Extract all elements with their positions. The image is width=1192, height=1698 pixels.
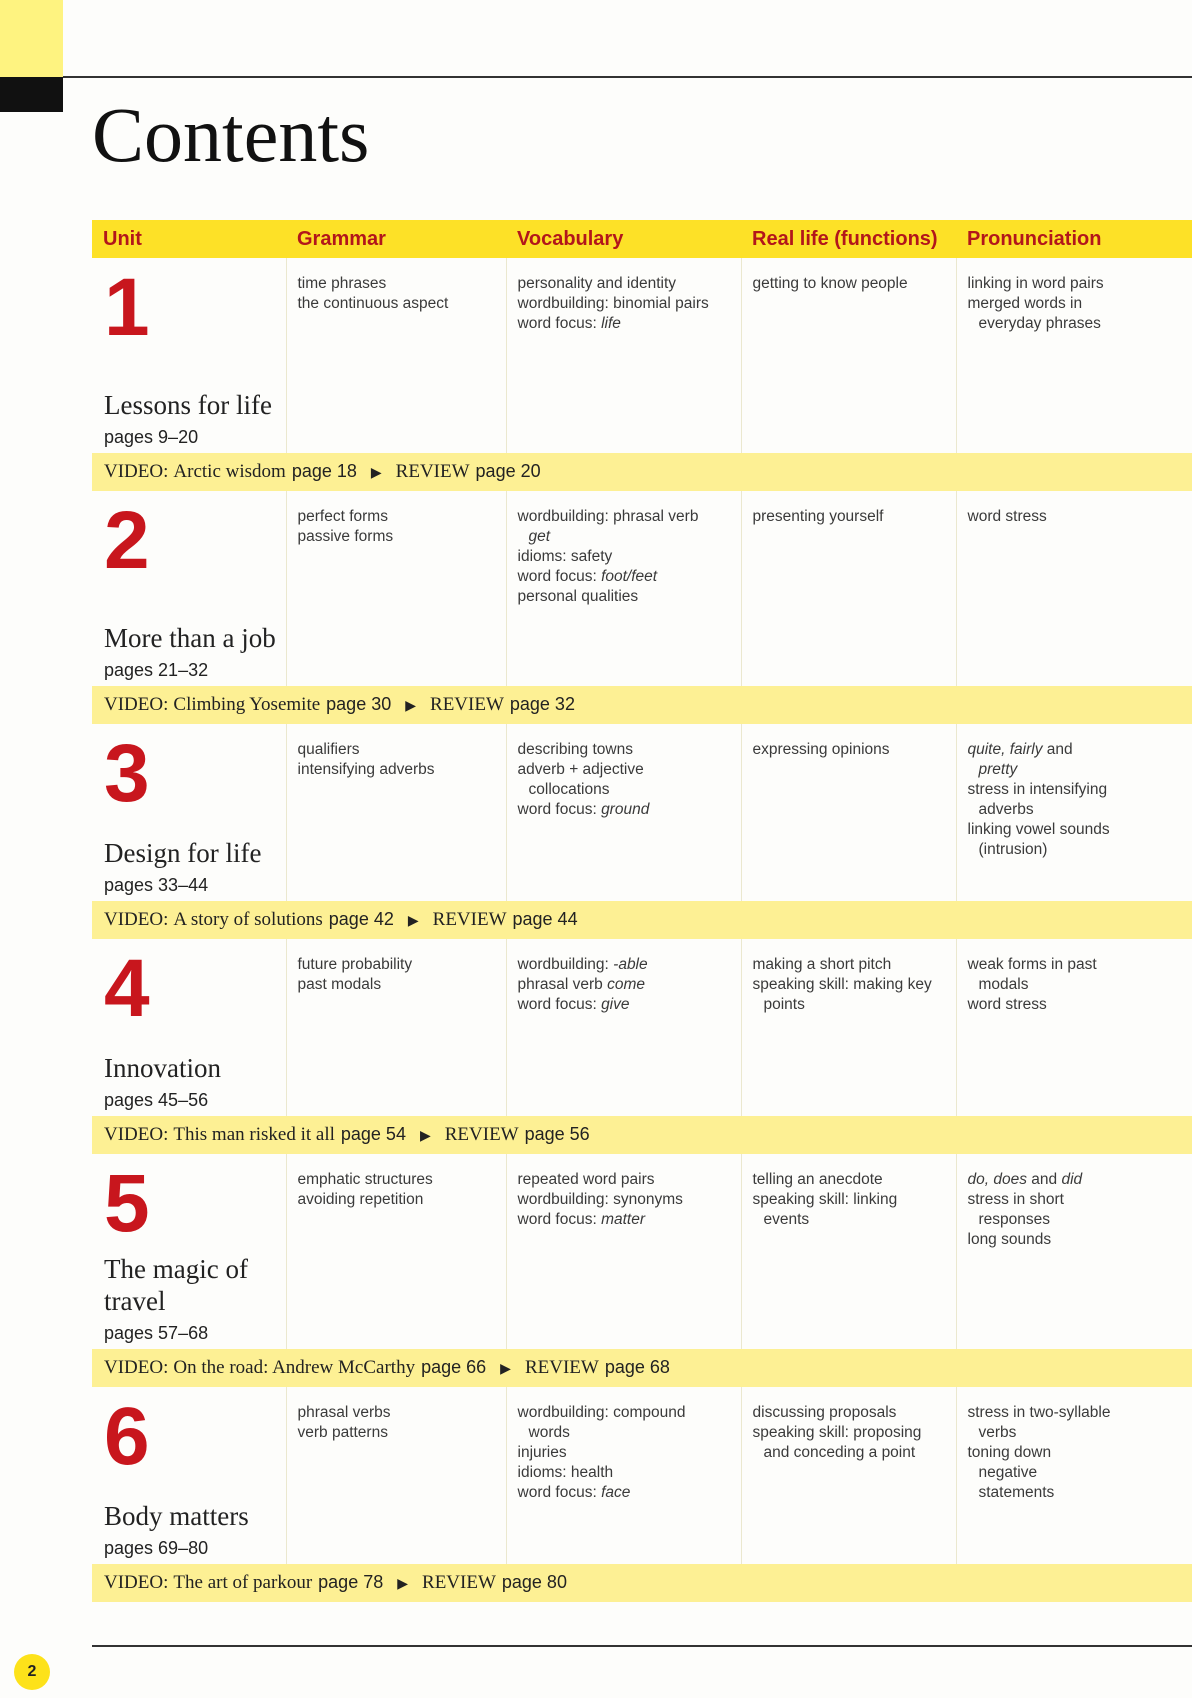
- video-row: [92, 453, 1192, 491]
- vocabulary-item: get: [528, 528, 551, 545]
- video-page: page 30: [326, 694, 392, 714]
- grammar-cell: [286, 258, 506, 453]
- video-cell: [92, 1564, 1192, 1602]
- pronunciation-item: weak forms in past: [967, 956, 1097, 973]
- grammar-item: emphatic structures: [297, 1171, 433, 1188]
- unit-pages: pages 57–68: [104, 1323, 209, 1343]
- unit-bottom: [104, 1253, 280, 1345]
- review-label: REVIEW: [432, 909, 507, 930]
- unit-pages: pages 45–56: [104, 1090, 209, 1110]
- pronunciation-item: do, does and did: [967, 1171, 1083, 1188]
- vocabulary-item: wordbuilding: synonyms: [517, 1191, 683, 1208]
- real-life-cell: [741, 939, 956, 1116]
- video-title[interactable]: Climbing Yosemite: [173, 694, 321, 715]
- pronunciation-cell: [956, 491, 1192, 686]
- unit-row: [92, 1387, 1192, 1564]
- real-life-cell: [741, 258, 956, 453]
- pronunciation-item: adverbs: [978, 801, 1034, 818]
- unit-bottom: [104, 622, 280, 682]
- vocabulary-cell: [506, 491, 741, 686]
- vocabulary-item: describing towns: [517, 741, 633, 758]
- pronunciation-item: everyday phrases: [978, 315, 1101, 332]
- pronunciation-item: responses: [978, 1211, 1051, 1228]
- pronunciation-item: word stress: [967, 508, 1047, 525]
- play-arrow-icon: ▶: [407, 912, 419, 928]
- grammar-item: phrasal verbs: [297, 1404, 391, 1421]
- unit-number: 4: [104, 943, 150, 1034]
- unit-pages: pages 9–20: [104, 427, 199, 447]
- pronunciation-item: negative: [978, 1464, 1038, 1481]
- grammar-cell: [286, 491, 506, 686]
- vocabulary-item: words: [528, 1424, 570, 1441]
- grammar-cell: [286, 724, 506, 901]
- vocabulary-item: word focus: foot/feet: [517, 568, 658, 585]
- video-cell: [92, 686, 1192, 724]
- unit-bottom: [104, 389, 280, 449]
- unit-cell: [92, 724, 286, 901]
- play-arrow-icon: ▶: [370, 464, 382, 480]
- unit-pages: pages 33–44: [104, 875, 209, 895]
- bottom-rule: [92, 1645, 1192, 1647]
- pronunciation-item: statements: [978, 1484, 1055, 1501]
- unit-row: [92, 1154, 1192, 1349]
- corner-yellow-block: [0, 0, 63, 77]
- review-label: REVIEW: [395, 461, 470, 482]
- unit-row: [92, 939, 1192, 1116]
- header-unit: Unit: [92, 220, 286, 258]
- vocabulary-item: personal qualities: [517, 588, 639, 605]
- vocabulary-cell: [506, 1387, 741, 1564]
- play-arrow-icon: ▶: [405, 697, 417, 713]
- vocabulary-cell: [506, 724, 741, 901]
- video-label: VIDEO:: [104, 1124, 169, 1145]
- grammar-item: perfect forms: [297, 508, 388, 525]
- vocabulary-item: wordbuilding: binomial pairs: [517, 295, 709, 312]
- real-life-item: speaking skill: making key: [752, 976, 932, 993]
- unit-number: 1: [104, 262, 150, 353]
- real-life-item: making a short pitch: [752, 956, 892, 973]
- video-cell: [92, 453, 1192, 491]
- header-vocabulary: Vocabulary: [506, 220, 741, 258]
- table-header-row: [92, 220, 1192, 258]
- unit-row: [92, 491, 1192, 686]
- vocabulary-cell: [506, 258, 741, 453]
- pronunciation-item: (intrusion): [978, 841, 1048, 858]
- video-row: [92, 1564, 1192, 1602]
- real-life-item: expressing opinions: [752, 741, 890, 758]
- vocabulary-item: adverb + adjective: [517, 761, 644, 778]
- video-row: [92, 1116, 1192, 1154]
- video-label: VIDEO:: [104, 694, 169, 715]
- vocabulary-item: collocations: [528, 781, 610, 798]
- review-page: page 68: [604, 1357, 670, 1377]
- pronunciation-item: long sounds: [967, 1231, 1052, 1248]
- real-life-item: telling an anecdote: [752, 1171, 883, 1188]
- header-pronunciation: Pronunciation: [956, 220, 1192, 258]
- vocabulary-item: wordbuilding: compound: [517, 1404, 686, 1421]
- contents-table: [92, 220, 1192, 1602]
- vocabulary-item: word focus: matter: [517, 1211, 645, 1228]
- pronunciation-item: toning down: [967, 1444, 1052, 1461]
- video-page: page 42: [328, 909, 394, 929]
- review-label: REVIEW: [430, 694, 504, 715]
- video-row: [92, 901, 1192, 939]
- grammar-item: future probability: [297, 956, 413, 973]
- unit-bottom: [104, 837, 280, 897]
- video-label: VIDEO:: [104, 909, 169, 930]
- pronunciation-item: linking in word pairs: [967, 275, 1104, 292]
- review-label: REVIEW: [444, 1124, 519, 1145]
- vocabulary-cell: [506, 939, 741, 1116]
- grammar-item: passive forms: [297, 528, 394, 545]
- unit-title: Lessons for life: [104, 390, 272, 420]
- review-page: page 44: [512, 909, 578, 929]
- unit-title: Innovation: [104, 1053, 221, 1083]
- video-page: page 54: [340, 1124, 406, 1144]
- vocabulary-item: word focus: life: [517, 315, 621, 332]
- unit-row: [92, 258, 1192, 453]
- real-life-item: speaking skill: linking: [752, 1191, 898, 1208]
- vocabulary-item: wordbuilding: phrasal verb: [517, 508, 699, 525]
- video-page: page 66: [421, 1357, 487, 1377]
- video-title[interactable]: Arctic wisdom: [173, 461, 286, 482]
- real-life-item: getting to know people: [752, 275, 908, 292]
- pronunciation-cell: [956, 258, 1192, 453]
- vocabulary-item: wordbuilding: -able: [517, 956, 648, 973]
- real-life-item: discussing proposals: [752, 1404, 897, 1421]
- unit-cell: [92, 939, 286, 1116]
- top-rule: [63, 76, 1192, 78]
- unit-bottom: [104, 1500, 280, 1560]
- video-cell: [92, 1349, 1192, 1387]
- grammar-item: avoiding repetition: [297, 1191, 424, 1208]
- grammar-item: time phrases: [297, 275, 387, 292]
- video-page: page 18: [291, 461, 357, 481]
- pronunciation-cell: [956, 1154, 1192, 1349]
- pronunciation-cell: [956, 939, 1192, 1116]
- vocabulary-item: personality and identity: [517, 275, 677, 292]
- unit-number: 5: [104, 1158, 150, 1249]
- video-title[interactable]: This man risked it all: [173, 1124, 335, 1145]
- pronunciation-item: modals: [978, 976, 1029, 993]
- real-life-item: presenting yourself: [752, 508, 884, 525]
- unit-row: [92, 724, 1192, 901]
- unit-number: 2: [104, 495, 150, 586]
- vocabulary-item: idioms: safety: [517, 548, 613, 565]
- unit-title: Body matters: [104, 1501, 249, 1531]
- review-page: page 32: [509, 694, 575, 714]
- video-label: VIDEO:: [104, 461, 169, 482]
- page-title: Contents: [92, 91, 370, 178]
- real-life-item: speaking skill: proposing: [752, 1424, 922, 1441]
- pronunciation-item: stress in intensifying: [967, 781, 1108, 798]
- pronunciation-item: quite, fairly and: [967, 741, 1073, 758]
- real-life-cell: [741, 724, 956, 901]
- real-life-item: points: [763, 996, 805, 1013]
- video-row: [92, 1349, 1192, 1387]
- video-title[interactable]: A story of solutions: [173, 909, 323, 930]
- vocabulary-item: injuries: [517, 1444, 567, 1461]
- page-number-badge: 2: [14, 1654, 50, 1690]
- real-life-cell: [741, 1387, 956, 1564]
- real-life-cell: [741, 1154, 956, 1349]
- review-label: REVIEW: [524, 1357, 599, 1378]
- grammar-item: intensifying adverbs: [297, 761, 435, 778]
- vocabulary-item: word focus: ground: [517, 801, 650, 818]
- grammar-cell: [286, 1154, 506, 1349]
- pronunciation-item: pretty: [978, 761, 1018, 778]
- vocabulary-item: repeated word pairs: [517, 1171, 655, 1188]
- video-cell: [92, 901, 1192, 939]
- pronunciation-item: verbs: [978, 1424, 1017, 1441]
- unit-pages: pages 69–80: [104, 1538, 209, 1558]
- unit-cell: [92, 491, 286, 686]
- review-label: REVIEW: [422, 1572, 496, 1593]
- header-real-life: Real life (functions): [741, 220, 956, 258]
- grammar-cell: [286, 1387, 506, 1564]
- unit-title: More than a job: [104, 623, 276, 653]
- unit-title: The magic of travel: [104, 1254, 248, 1316]
- play-arrow-icon: ▶: [500, 1360, 511, 1376]
- vocabulary-item: phrasal verb come: [517, 976, 646, 993]
- video-title[interactable]: The art of parkour: [173, 1572, 313, 1593]
- unit-number: 3: [104, 728, 150, 819]
- unit-cell: [92, 258, 286, 453]
- header-grammar: Grammar: [286, 220, 506, 258]
- unit-cell: [92, 1387, 286, 1564]
- review-page: page 56: [524, 1124, 590, 1144]
- grammar-item: qualifiers: [297, 741, 360, 758]
- real-life-cell: [741, 491, 956, 686]
- pronunciation-item: stress in two-syllable: [967, 1404, 1111, 1421]
- pronunciation-item: linking vowel sounds: [967, 821, 1110, 838]
- pronunciation-cell: [956, 1387, 1192, 1564]
- video-label: VIDEO:: [104, 1572, 169, 1593]
- pronunciation-item: stress in short: [967, 1191, 1064, 1208]
- pronunciation-cell: [956, 724, 1192, 901]
- grammar-item: past modals: [297, 976, 382, 993]
- vocabulary-item: word focus: face: [517, 1484, 631, 1501]
- unit-cell: [92, 1154, 286, 1349]
- play-arrow-icon: ▶: [419, 1127, 431, 1143]
- video-label: VIDEO:: [104, 1357, 169, 1378]
- vocabulary-cell: [506, 1154, 741, 1349]
- pronunciation-item: word stress: [967, 996, 1047, 1013]
- unit-number: 6: [104, 1391, 150, 1482]
- grammar-item: the continuous aspect: [297, 295, 449, 312]
- real-life-item: events: [763, 1211, 810, 1228]
- video-title[interactable]: On the road: Andrew McCarthy: [173, 1357, 416, 1378]
- real-life-item: and conceding a point: [763, 1444, 916, 1461]
- review-page: page 80: [501, 1572, 567, 1592]
- video-page: page 78: [318, 1572, 384, 1592]
- vocabulary-item: word focus: give: [517, 996, 630, 1013]
- unit-bottom: [104, 1052, 280, 1112]
- corner-black-tab: [0, 77, 63, 112]
- video-row: [92, 686, 1192, 724]
- unit-title: Design for life: [104, 838, 262, 868]
- unit-pages: pages 21–32: [104, 660, 209, 680]
- review-page: page 20: [475, 461, 541, 481]
- grammar-item: verb patterns: [297, 1424, 388, 1441]
- video-cell: [92, 1116, 1192, 1154]
- vocabulary-item: idioms: health: [517, 1464, 614, 1481]
- play-arrow-icon: ▶: [397, 1575, 409, 1591]
- grammar-cell: [286, 939, 506, 1116]
- pronunciation-item: merged words in: [967, 295, 1083, 312]
